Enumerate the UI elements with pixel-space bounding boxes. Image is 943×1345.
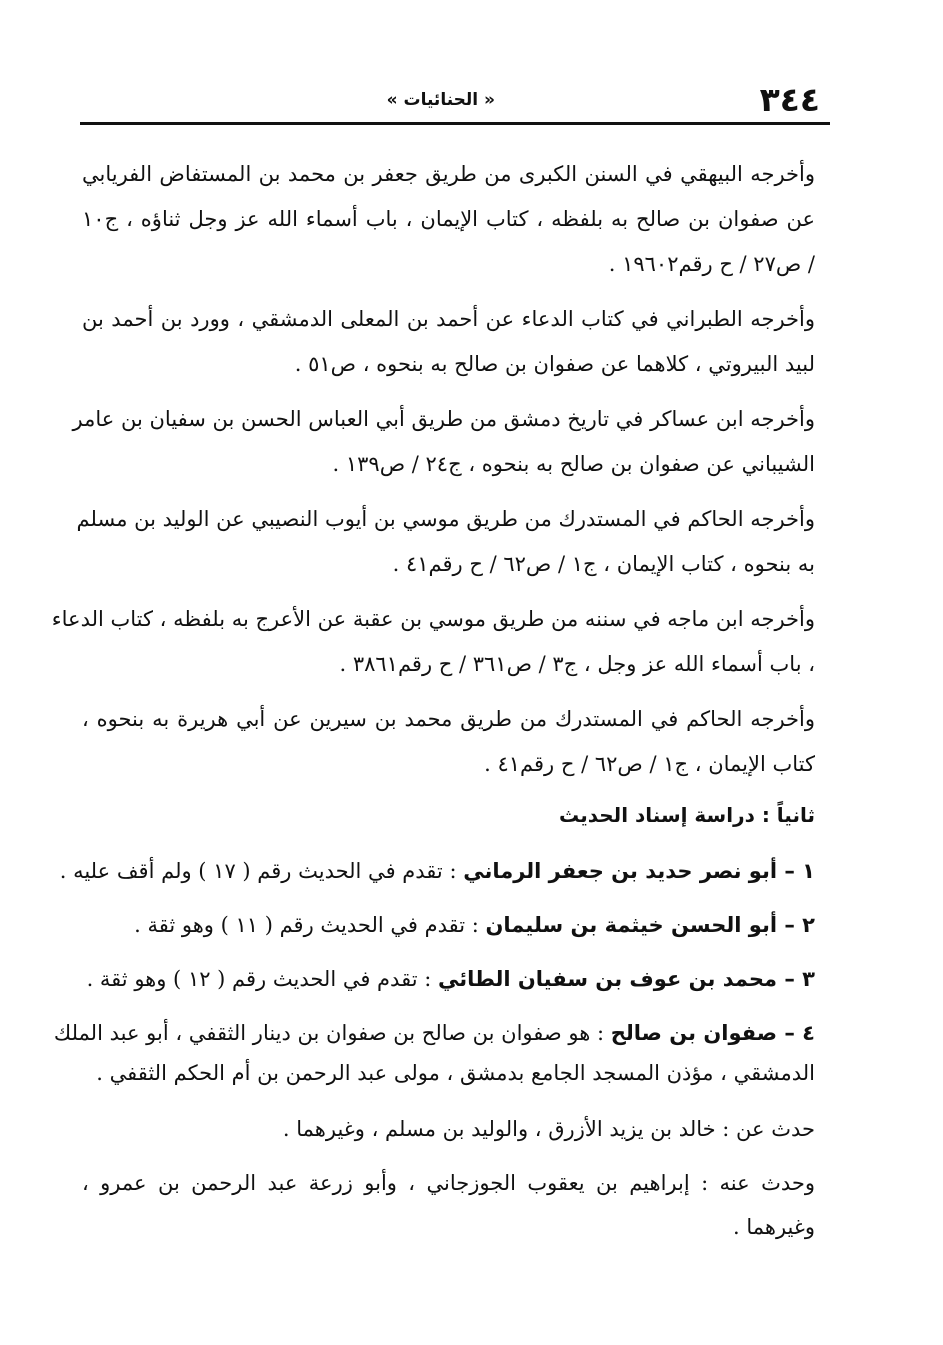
text-line: وأخرجه الحاكم في المستدرك من طريق موسي بن أيوب النصيبي عن الوليد بن مسلم — [76, 507, 815, 531]
narrator-entry — [82, 905, 815, 945]
page-header — [80, 82, 830, 122]
narrator-note: : هو صفوان بن صالح بن صفوان بن دينار الثقفي ، أبو عبد الملك — [53, 1021, 611, 1045]
narrator-entry — [82, 959, 815, 999]
text-line: وأخرجه البيهقي في السنن الكبرى من طريق جعفر بن محمد بن المستفاض الفريابي — [82, 162, 815, 186]
text-line: وحدث عنه : إبراهيم بن يعقوب الجوزجاني ، وأبو زرعة عبد الرحمن بن عمرو ، — [82, 1171, 815, 1195]
text-line: / ص٢٧ / ح رقم١٩٦٠٢ . — [608, 252, 815, 276]
text-line: الدمشقي ، مؤذن المسجد الجامع بدمشق ، مولى عبد الرحمن بن أم الحكم الثقفي . — [96, 1061, 815, 1085]
text-line: عن صفوان بن صالح به بلفظه ، كتاب الإيمان ، باب أسماء الله عز وجل ثناؤه ، ج١٠ — [82, 207, 815, 231]
text-line: وأخرجه الحاكم في المستدرك من طريق محمد بن سيرين عن أبي هريرة به بنحوه ، — [82, 707, 815, 731]
header-rule — [80, 122, 830, 125]
page-number: ٣٤٤ — [759, 80, 820, 119]
text-line: وغيرهما . — [732, 1215, 815, 1239]
narrator-name: ٤ – صفوان بن صالح — [610, 1021, 815, 1045]
takhrij-paragraph — [82, 297, 815, 387]
text-line: ، باب أسماء الله عز وجل ، ج٣ / ص٣٦١ / ح رقم٣٨٦١ . — [339, 652, 815, 676]
text-line — [59, 851, 815, 891]
narrator-name: ٣ – محمد بن عوف بن سفيان الطائي — [437, 967, 815, 991]
text-line: وأخرجه ابن عساكر في تاريخ دمشق من طريق أبي العباس الحسن بن سفيان بن عامر — [72, 407, 815, 431]
section-heading: ثانياً : دراسة إسناد الحديث — [559, 803, 815, 827]
narrator-note: : تقدم في الحديث رقم ( ١٢ ) وهو ثقة . — [86, 967, 438, 991]
takhrij-paragraph — [72, 397, 815, 487]
takhrij-paragraph — [76, 497, 815, 587]
narrator-note: : تقدم في الحديث رقم ( ١٧ ) ولم أقف عليه . — [59, 859, 464, 883]
text-line — [82, 905, 815, 945]
students-paragraph — [82, 1161, 815, 1249]
teachers-paragraph — [82, 1107, 815, 1151]
narrator-entry — [59, 851, 815, 891]
text-line: كتاب الإيمان ، ج١ / ص٦٢ / ح رقم٤١ . — [484, 752, 815, 776]
narrator-note: : تقدم في الحديث رقم ( ١١ ) وهو ثقة . — [134, 913, 486, 937]
text-line: وأخرجه ابن ماجه في سننه من طريق موسي بن عقبة عن الأعرج به بلفظه ، كتاب الدعاء — [51, 607, 815, 631]
narrator-entry — [53, 1013, 815, 1093]
text-line: الشيباني عن صفوان بن صالح به بنحوه ، ج٢٤ / ص١٣٩ . — [332, 452, 815, 476]
text-line: وأخرجه الطبراني في كتاب الدعاء عن أحمد بن المعلى الدمشقي ، وورد بن أحمد بن — [82, 307, 815, 331]
page-body — [51, 152, 815, 1259]
takhrij-paragraph — [82, 697, 815, 787]
takhrij-paragraph — [51, 597, 815, 687]
running-title: « الحنائيات » — [386, 90, 495, 110]
narrator-name: ١ – أبو نصر حديد بن جعفر الرماني — [463, 859, 815, 883]
narrator-name: ٢ – أبو الحسن خيثمة بن سليمان — [485, 913, 815, 937]
text-line: حدث عن : خالد بن يزيد الأزرق ، والوليد بن مسلم ، وغيرهما . — [282, 1117, 815, 1141]
takhrij-paragraph — [82, 152, 815, 287]
text-line: به بنحوه ، كتاب الإيمان ، ج١ / ص٦٢ / ح رقم٤١ . — [392, 552, 815, 576]
text-line: لبيد البيروتي ، كلاهما عن صفوان بن صالح به بنحوه ، ص٥١ . — [294, 352, 815, 376]
text-line — [53, 1013, 815, 1053]
text-line — [82, 959, 815, 999]
